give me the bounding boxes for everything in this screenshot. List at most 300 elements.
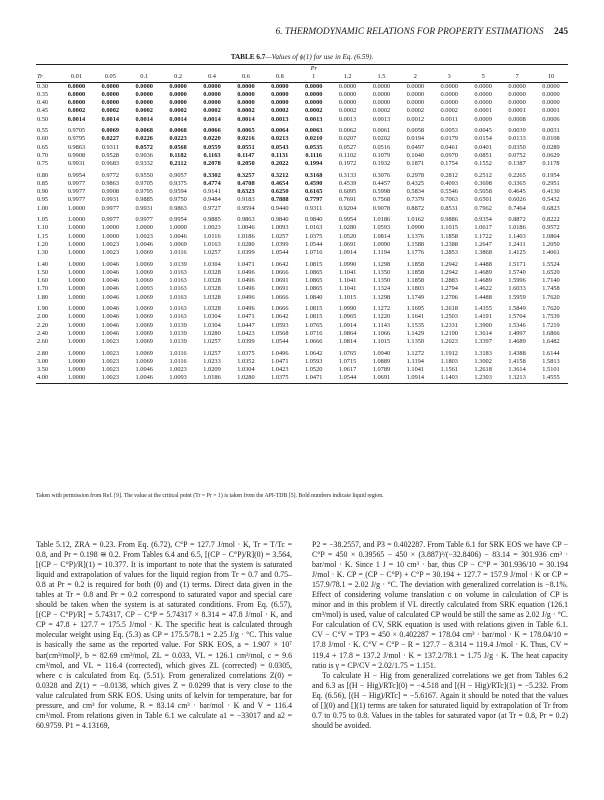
- table-cell: 0.9795: [67, 135, 86, 143]
- table-cell: 1.2853: [440, 249, 458, 257]
- table-cell: 1.0069: [135, 357, 153, 365]
- left-text-column: [36, 540, 292, 731]
- tr-value: 0.45: [37, 107, 49, 115]
- table-cell: 0.9550: [135, 171, 153, 179]
- table-cell: 1.0093: [271, 224, 289, 232]
- table-cell: 1.0069: [135, 268, 153, 276]
- table-cell: 0.1754: [440, 160, 458, 168]
- table-cell: 1.0990: [338, 305, 357, 313]
- table-cell: 0.0401: [474, 143, 492, 151]
- table-cell: 0.0000: [542, 82, 560, 90]
- table-cell: 1.2883: [440, 277, 458, 285]
- table-cell: 1.0046: [101, 329, 120, 337]
- table-cell: 1.0000: [101, 232, 120, 240]
- table-cell: 1.0765: [338, 349, 357, 357]
- table-cell: 0.0000: [406, 99, 425, 107]
- table-cell: 1.1803: [406, 285, 425, 293]
- column-header: 0.1: [127, 73, 161, 82]
- table-cell: 0.0000: [101, 99, 120, 107]
- table-cell: 0.9863: [237, 216, 255, 224]
- table-row: [36, 302, 568, 313]
- table-cell: 1.0000: [67, 216, 86, 224]
- table-cell: 0.0000: [67, 90, 86, 98]
- table-cell: 0.0002: [304, 107, 323, 115]
- table-cell: 0.1131: [271, 151, 289, 159]
- table-cell: 0.0002: [440, 107, 458, 115]
- table-row: [36, 374, 568, 383]
- tr-value: 0.70: [37, 151, 49, 159]
- tr-value: 1.50: [37, 268, 49, 276]
- table-cell: 1.0000: [67, 349, 86, 357]
- table-cell: 0.9036: [135, 151, 153, 159]
- paragraph: To calculate H − Hig from generalized correlations we get from Tables 6.2 and 6.3 as [(H − Hig)/RTc](0) = −4.518 and [(H − Hig)/RTc](1) = −5.232. From Eq. (6.56), [(H − Hig)/RTc] = −5.6167. Again it should be noted that the values of [](0) and [](1) terms are taken for saturated liquid by extrapolation of Tr from 0.7 to 0.75 to 0.8. Values in the tables for saturated vapor (at Tr = 0.8, Pr = 0.2) should be avoided.: [312, 670, 568, 730]
- tr-value: 2.40: [37, 329, 49, 337]
- table-cell: 0.6165: [304, 188, 323, 196]
- table-cell: 1.0069: [135, 338, 153, 346]
- table-cell: 1.1298: [372, 293, 391, 301]
- table-cell: 1.0814: [372, 232, 391, 240]
- table-cell: 1.1298: [372, 260, 391, 268]
- table-cell: 1.0814: [338, 338, 357, 346]
- table-cell: 1.4191: [474, 313, 492, 321]
- table-cell: 1.0765: [304, 321, 323, 329]
- table-cell: 1.0496: [237, 293, 255, 301]
- column-header: 3: [432, 73, 466, 82]
- table-cell: 0.1102: [338, 151, 357, 159]
- table-cell: 0.1182: [169, 151, 187, 159]
- table-cell: 1.0163: [169, 268, 187, 276]
- tr-value: 0.90: [37, 188, 49, 196]
- header-corner: [36, 65, 60, 74]
- table-cell: 0.0000: [67, 99, 86, 107]
- page-number: 245: [553, 27, 568, 37]
- table-cell: 0.0179: [440, 135, 458, 143]
- table-cell: 1.0593: [271, 321, 289, 329]
- table-cell: 1.1429: [406, 329, 425, 337]
- tr-value: 1.40: [37, 260, 49, 268]
- table-cell: 1.0642: [271, 313, 289, 321]
- table-cell: 0.0013: [338, 115, 357, 123]
- table-cell: 0.9931: [101, 196, 120, 204]
- table-cell: 1.4689: [508, 338, 526, 346]
- column-header: 1.5: [365, 73, 399, 82]
- table-cell: 0.0223: [169, 135, 187, 143]
- table-cell: 0.9977: [67, 188, 86, 196]
- table-cell: 1.0496: [237, 268, 255, 276]
- table-cell: 0.9863: [169, 204, 187, 212]
- table-cell: 0.0058: [406, 127, 425, 135]
- table-cell: 0.0062: [338, 127, 357, 135]
- table-cell: 1.0257: [271, 232, 289, 240]
- table-caption: [36, 53, 568, 61]
- table-cell: 0.0213: [271, 135, 289, 143]
- table-cell: 0.7888: [271, 196, 289, 204]
- table-cell: 1.1194: [406, 357, 424, 365]
- table-cell: 0.0497: [406, 143, 425, 151]
- table-cell: 0.5058: [474, 188, 492, 196]
- table-cell: 0.7962: [474, 204, 492, 212]
- table-cell: 0.7568: [372, 196, 391, 204]
- table-cell: 0.0350: [508, 143, 526, 151]
- table-row: [36, 91, 568, 99]
- tr-value: 2.20: [37, 321, 49, 329]
- table-cell: 1.1776: [406, 249, 425, 257]
- tr-value: 0.80: [37, 171, 49, 179]
- table-cell: 1.0116: [169, 249, 187, 257]
- table-cell: 1.0023: [101, 249, 120, 257]
- table-cell: 1.1041: [338, 277, 357, 285]
- table-cell: 0.8531: [440, 204, 458, 212]
- table-cell: 0.0002: [67, 107, 86, 115]
- table-cell: 0.0000: [101, 90, 120, 98]
- table-cell: 1.0000: [67, 249, 86, 257]
- table-cell: 1.0666: [271, 268, 289, 276]
- table-cell: 0.0000: [67, 82, 86, 90]
- table-cell: 0.9954: [169, 216, 187, 224]
- tr-value: 1.05: [37, 216, 49, 224]
- table-cell: 0.0851: [474, 151, 492, 159]
- table-cell: 0.0014: [237, 115, 255, 123]
- table-cell: 1.0716: [304, 249, 323, 257]
- table-cell: 1.0544: [304, 240, 323, 248]
- table-cell: 1.1858: [406, 277, 425, 285]
- table-label: TABLE 6.7: [230, 53, 266, 61]
- table-cell: 0.1871: [406, 160, 425, 168]
- table-cell: 1.0666: [271, 293, 289, 301]
- table-cell: 1.0069: [135, 349, 153, 357]
- table-cell: 1.0046: [101, 305, 120, 313]
- table-row: [36, 188, 568, 196]
- table-cell: 0.0000: [169, 82, 187, 90]
- table-cell: 0.0461: [440, 143, 458, 151]
- table-cell: 0.0066: [203, 127, 221, 135]
- table-cell: 1.1066: [372, 329, 391, 337]
- table-cell: 1.5849: [508, 305, 526, 313]
- table-cell: 1.0815: [304, 313, 323, 321]
- pr-label: Pr: [60, 65, 568, 74]
- table-cell: 1.4555: [534, 374, 568, 383]
- table-cell: 0.0014: [203, 115, 221, 123]
- table-cell: 1.0691: [338, 240, 357, 248]
- table-cell: 0.0000: [508, 82, 526, 90]
- table-cell: 0.3365: [508, 179, 526, 187]
- table-cell: 0.9528: [101, 151, 120, 159]
- table-cell: 1.0000: [67, 305, 86, 313]
- table-cell: 1.7219: [542, 321, 560, 329]
- table-cell: 1.1324: [372, 285, 391, 293]
- table-cell: 0.0000: [440, 99, 458, 107]
- table-cell: 0.9057: [169, 171, 187, 179]
- table-cell: 1.1588: [406, 240, 425, 248]
- table-cell: 1.0304: [237, 366, 255, 374]
- table-cell: 0.4539: [338, 179, 357, 187]
- table-cell: 1.1143: [372, 321, 391, 329]
- table-row: [36, 358, 568, 366]
- table-cell: 1.0399: [237, 249, 255, 257]
- table-row: [36, 285, 568, 293]
- table-cell: 1.7458: [542, 285, 560, 293]
- table-cell: 1.7539: [542, 313, 560, 321]
- table-cell: 0.0000: [237, 99, 255, 107]
- column-header: 0.4: [195, 73, 229, 82]
- table-cell: 0.1116: [305, 151, 323, 159]
- table-cell: 0.7063: [440, 196, 458, 204]
- table-cell: 1.0093: [135, 285, 153, 293]
- table-cell: 0.0000: [304, 99, 323, 107]
- table-caption-text: —Values of ϕ(1) for use in Eq. (6.59).: [265, 53, 374, 61]
- table-cell: 1.0069: [135, 277, 153, 285]
- tr-value: 0.30: [37, 82, 49, 90]
- table-cell: 0.9863: [67, 143, 86, 151]
- table-cell: 0.2512: [474, 171, 492, 179]
- table-cell: 0.0210: [304, 135, 323, 143]
- table-cell: 1.0046: [101, 285, 120, 293]
- column-header: 0.01: [60, 73, 94, 82]
- table-cell: 0.6026: [508, 196, 526, 204]
- tr-value: 0.55: [37, 127, 49, 135]
- table-cell: 1.6482: [542, 338, 560, 346]
- table-cell: 0.0559: [203, 143, 221, 151]
- table-cell: 0.1079: [372, 151, 391, 159]
- table-cell: 1.0304: [203, 321, 221, 329]
- table-cell: 1.2794: [440, 285, 458, 293]
- table-cell: 0.9183: [237, 196, 255, 204]
- table-cell: 0.0108: [542, 135, 560, 143]
- table-cell: 1.0471: [297, 374, 331, 383]
- table-cell: 0.0000: [203, 99, 221, 107]
- table-cell: 1.0000: [67, 224, 86, 232]
- table-cell: 0.9931: [67, 160, 86, 168]
- table-cell: 1.0000: [67, 268, 86, 276]
- table-cell: 0.0000: [338, 82, 357, 90]
- table-cell: 0.0572: [135, 143, 153, 151]
- table-cell: 1.0163: [169, 277, 187, 285]
- tr-value: 1.80: [37, 293, 49, 301]
- table-cell: 0.2050: [237, 160, 255, 168]
- table-cell: 1.5959: [508, 293, 526, 301]
- table-cell: 0.9886: [440, 216, 458, 224]
- table-cell: 1.1350: [372, 268, 391, 276]
- table-cell: 0.0629: [542, 151, 560, 159]
- table-cell: 1.2942: [440, 260, 458, 268]
- table-cell: 0.0000: [508, 99, 526, 107]
- table-cell: 0.9705: [135, 179, 153, 187]
- table-cell: 1.1912: [440, 349, 458, 357]
- table-cell: 0.0207: [338, 135, 357, 143]
- table-cell: 0.0970: [440, 151, 458, 159]
- table-cell: 1.7140: [542, 277, 560, 285]
- table-cell: 0.6501: [474, 196, 492, 204]
- table-cell: 0.4325: [406, 179, 425, 187]
- table-cell: 0.0002: [237, 107, 255, 115]
- column-header: 0.6: [229, 73, 263, 82]
- table-cell: 1.0496: [271, 349, 289, 357]
- table-cell: 1.1641: [406, 313, 425, 321]
- table-cell: 1.0186: [372, 216, 391, 224]
- table-cell: 0.9572: [542, 224, 560, 232]
- table-cell: 1.0000: [67, 321, 86, 329]
- table-cell: 0.4708: [237, 179, 255, 187]
- table-cell: 1.0023: [101, 338, 120, 346]
- table-cell: 0.0000: [372, 90, 391, 98]
- table-cell: 1.4488: [474, 293, 492, 301]
- table-cell: 1.0914: [338, 249, 357, 257]
- table-cell: 1.0496: [237, 285, 255, 293]
- table-cell: 1.0328: [203, 268, 221, 276]
- table-cell: 0.9908: [67, 151, 86, 159]
- column-header: 2: [398, 73, 432, 82]
- table-cell: 0.0014: [101, 115, 120, 123]
- table-cell: 1.1749: [406, 293, 425, 301]
- table-cell: 0.2812: [440, 171, 458, 179]
- table-cell: 1.0046: [101, 293, 120, 301]
- table-cell: 1.4061: [542, 249, 560, 257]
- table-row: [36, 213, 568, 224]
- table-cell: 1.1403: [432, 374, 466, 383]
- tr-value: 1.60: [37, 277, 49, 285]
- tr-value: 0.40: [37, 99, 49, 107]
- table-cell: 1.1561: [440, 366, 458, 374]
- table-cell: 1.1722: [474, 232, 492, 240]
- table-cell: 1.1858: [440, 232, 458, 240]
- table-cell: 1.0046: [127, 374, 161, 383]
- table-cell: 1.0328: [203, 293, 221, 301]
- table-cell: 1.5101: [542, 366, 560, 374]
- table-row: [36, 124, 568, 135]
- table-cell: 1.6866: [542, 329, 560, 337]
- table-cell: 0.0002: [338, 107, 357, 115]
- table-cell: 1.2647: [474, 240, 492, 248]
- table-cell: 0.4590: [304, 179, 323, 187]
- table-cell: 1.0642: [304, 349, 323, 357]
- table-cell: 1.0593: [304, 357, 323, 365]
- tr-value: 1.70: [37, 285, 49, 293]
- table-cell: 0.0014: [135, 115, 153, 123]
- table-cell: 1.0789: [372, 366, 391, 374]
- table-cell: 0.0061: [372, 127, 391, 135]
- table-cell: 0.0039: [508, 127, 526, 135]
- table-cell: 1.0023: [203, 224, 221, 232]
- table-cell: 1.0471: [237, 313, 255, 321]
- table-cell: 0.0053: [440, 127, 458, 135]
- table-cell: 0.0000: [304, 82, 323, 90]
- column-header: 10: [534, 73, 568, 82]
- table-cell: 0.0220: [203, 135, 221, 143]
- table-cell: 0.0002: [135, 107, 153, 115]
- table-row: [36, 294, 568, 302]
- right-text-column: [312, 540, 568, 731]
- table-cell: 1.0691: [271, 285, 289, 293]
- table-cell: 1.1803: [440, 357, 458, 365]
- table-cell: 1.2388: [440, 240, 458, 248]
- table-cell: 0.8872: [406, 204, 425, 212]
- table-cell: 1.0069: [135, 321, 153, 329]
- table-cell: 0.0012: [406, 115, 425, 123]
- table-cell: 0.1972: [338, 160, 357, 168]
- table-cell: 0.2978: [406, 171, 425, 179]
- table-cell: 1.4997: [508, 329, 526, 337]
- table-cell: 1.0046: [101, 321, 120, 329]
- column-header: 0.8: [263, 73, 297, 82]
- table-cell: 1.0163: [203, 240, 221, 248]
- table-cell: 0.0069: [101, 127, 120, 135]
- table-cell: 0.0001: [508, 107, 526, 115]
- table-cell: 1.0046: [101, 313, 120, 321]
- table-cell: 0.3076: [372, 171, 391, 179]
- table-cell: 1.4689: [474, 268, 492, 276]
- table-cell: 0.0045: [474, 127, 492, 135]
- table-cell: 0.4654: [271, 179, 289, 187]
- table-cell: 1.0023: [101, 357, 120, 365]
- table-cell: 1.0069: [135, 305, 153, 313]
- tr-value: 1.30: [37, 249, 49, 257]
- table-cell: 1.0000: [67, 285, 86, 293]
- table-cell: 0.0000: [542, 90, 560, 98]
- table-cell: 1.0280: [338, 224, 357, 232]
- column-header: 7: [500, 73, 534, 82]
- table-cell: 0.5834: [406, 188, 425, 196]
- table-cell: 0.0011: [440, 115, 458, 123]
- table-cell: 0.1040: [406, 151, 425, 159]
- table-cell: 0.9705: [67, 127, 86, 135]
- table-cell: 1.0990: [338, 260, 357, 268]
- table-cell: 0.0289: [542, 143, 560, 151]
- table-cell: 0.0000: [203, 90, 221, 98]
- table-cell: 0.0216: [237, 135, 255, 143]
- table-cell: 1.0000: [67, 232, 86, 240]
- table-cell: 0.0000: [542, 99, 560, 107]
- table-cell: 0.0000: [474, 99, 492, 107]
- table-cell: 0.0000: [237, 82, 255, 90]
- table-cell: 0.0000: [101, 82, 120, 90]
- table-cell: 1.0139: [169, 329, 187, 337]
- table-cell: 0.4130: [542, 188, 560, 196]
- table-cell: 0.7379: [406, 196, 425, 204]
- table-cell: 0.0000: [474, 90, 492, 98]
- table-cell: 0.1932: [372, 160, 391, 168]
- table-cell: 0.0000: [237, 90, 255, 98]
- table-cell: 1.0399: [271, 240, 289, 248]
- table-cell: 0.9954: [338, 216, 357, 224]
- table-cell: 1.0209: [203, 366, 221, 374]
- table-cell: 1.0716: [304, 329, 323, 337]
- table-cell: 0.4645: [508, 188, 526, 196]
- table-cell: 1.1015: [338, 293, 357, 301]
- table-cell: 0.0013: [304, 115, 323, 123]
- table-cell: 1.5813: [542, 357, 560, 365]
- table-cell: 1.6520: [542, 268, 560, 276]
- table-cell: 1.2050: [542, 240, 560, 248]
- table-cell: 1.0864: [338, 329, 357, 337]
- table-cell: 1.0116: [169, 357, 187, 365]
- table-cell: 1.1376: [406, 232, 425, 240]
- table-cell: 0.0001: [542, 107, 560, 115]
- table-cell: 0.0000: [406, 82, 425, 90]
- tr-value: 1.00: [37, 204, 49, 212]
- table-cell: 0.3257: [237, 171, 255, 179]
- table-cell: 0.0064: [271, 127, 289, 135]
- tr-value: 0.50: [37, 115, 49, 123]
- table-cell: 0.6323: [237, 188, 255, 196]
- table-cell: 1.0139: [169, 260, 187, 268]
- table-row: [36, 99, 568, 107]
- tr-value: 1.10: [37, 224, 49, 232]
- table-cell: 0.1147: [237, 151, 255, 159]
- table-cell: 1.7620: [542, 305, 560, 313]
- table-cell: 1.0520: [304, 366, 323, 374]
- running-header: [60, 27, 568, 41]
- table-cell: 1.2023: [440, 338, 458, 346]
